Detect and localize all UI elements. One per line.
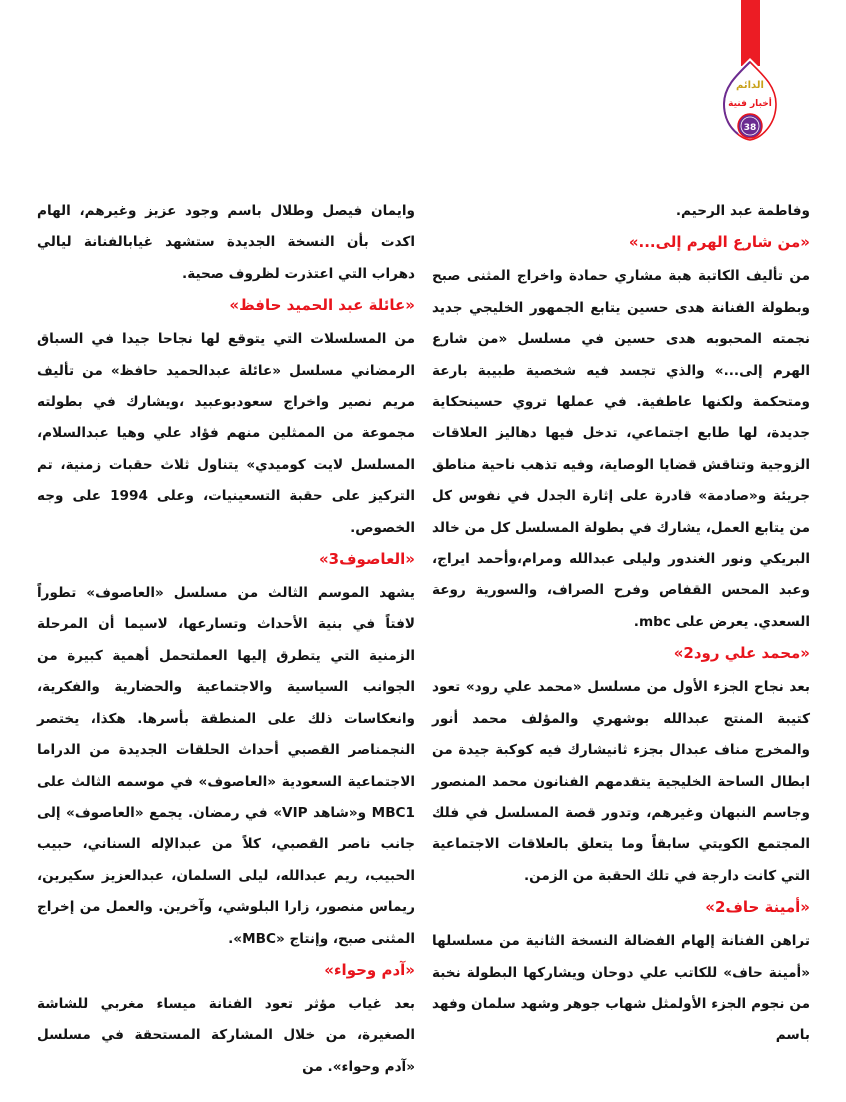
section-heading: «محمد علي رود2»: [673, 644, 810, 663]
brand-logo-text: الدائم: [736, 80, 764, 91]
page-number: 38: [743, 123, 757, 133]
section-badge-logo: [722, 60, 778, 142]
paragraph: وايمان فيصل وطلال باسم وجود عزيز وغيرهم، الهام اكدت بأن النسخة الجديدة ستشهد غيابالفنانة ليالي دهراب التي اعتذرت لظروف صحية.: [37, 203, 415, 282]
section-heading: «أمينة حاف2»: [705, 898, 810, 917]
paragraph: وفاطمة عبد الرحيم.: [675, 203, 810, 219]
paragraph: بعد نجاح الجزء الأول من مسلسل «محمد علي رود» تعود كتيبة المنتج عبدالله بوشهري والمؤلف محمد أنور والمخرج مناف عبدال بجزء ثانيشارك فيه كوكبة جيدة من ابطال الساحة الخليجية يتقدمهم الفنانون محمد المنصور وجاسم النبهان وغيرهم، وتدور قصة المسلسل في فلك المجتمع الكويتي سابقاً وما يتعلق بالعلاقات الاجتماعية التي كانت دارجة في تلك الحقبة من الزمن.: [432, 679, 810, 884]
paragraph: من المسلسلات التي يتوقع لها نجاحا جيدا في السباق الرمضاني مسلسل «عائلة عبدالحميد حافظ» من تأليف مريم نصير واخراج سعودبوعبيد ،ويشارك في بطولته مجموعة من الممثلين منهم فؤاد علي وهيا عبدالسلام، المسلسل لايت كوميدي» يتناول ثلاث حقبات زمنية، تم التركيز على حقبة التسعينيات، وعلى 1994 على وجه الخصوص.: [37, 331, 415, 536]
paragraph: تراهن الفنانة إلهام الفضالة النسخة الثانية من مسلسلها «أمينة حاف» للكاتب علي دوحان ويشاركها البطولة نخبة من نجوم الجزء الأولمثل شهاب جوهر وشهد سلمان وفهد باسم: [432, 933, 810, 1044]
badge-shape: [722, 60, 778, 142]
section-heading: «عائلة عبد الحميد حافظ»: [229, 296, 415, 315]
section-subtitle: أخبار فنية: [728, 99, 772, 109]
section-heading: «من شارع الهرم إلى...»: [628, 233, 810, 252]
bookmark-ribbon: [741, 0, 760, 66]
section-heading: «العاصوف3»: [318, 550, 415, 569]
right-column: [432, 196, 810, 1052]
paragraph: يشهد الموسم الثالث من مسلسل «العاصوف» تطوراً لافتاً في بنية الأحداث وتسارعها، لاسيما أن المرحلة الزمنية التي يتطرق إليها العملتحمل أهمية كبيرة من الجوانب السياسية والاجتماعية والحضارية والفكرية، وانعكاسات ذلك على المنطقة بأسرها. هكذا، يختصر النجمناصر القصبي أحداث الحلقات الجديدة من الدراما الاجتماعية السعودية «العاصوف» في موسمه الثالث على MBC1 و«شاهد VIP» في رمضان. يجمع «العاصوف» إلى جانب ناصر القصبي، كلاً من عبدالإله السناني، حبيب الحبيب، ريم عبدالله، ليلى السلمان، عبدالعزيز سكيرين، ريماس منصور، زارا البلوشي، وآخرين. والعمل من إخراج المثنى صبح، وإنتاج «MBC».: [37, 585, 415, 947]
section-heading: «آدم وحواء»: [324, 960, 415, 979]
paragraph: من تأليف الكاتبة هبة مشاري حمادة واخراج المثنى صبح وبطولة الفنانة هدى حسين يتابع الجمهور الخليجي جديد نجمته المحبوبه هدى حسين في مسلسل «من شارع الهرم إلى...» والذي تجسد فيه شخصية طبيبة بارعة ومتحكمة ولكنها عاطفية. في عملها تروي حسينحكاية جديدة، لها طابع اجتماعي، تدخل فيها دهاليز العلاقات الزوجية وتناقش قضايا الوصاية، وفيه تذهب ناحية مناطق جريئة و«صادمة» قادرة على إثارة الجدل في نفوس كل من يتابع العمل، يشارك في بطولة المسلسل كل من خالد البريكي ونور الغندور وليلى عبدالله ومرام،وأحمد ايراج، وعبد المحس القفاص وفرح الصراف، والسورية روعة السعدي. يعرض على mbc.: [432, 268, 810, 630]
paragraph: بعد غياب مؤثر تعود الفنانة ميساء مغربي للشاشة الصغيرة، من خلال المشاركة المستحقة في مسلسل «آدم وحواء». من: [37, 995, 415, 1075]
left-column: [37, 196, 415, 1083]
